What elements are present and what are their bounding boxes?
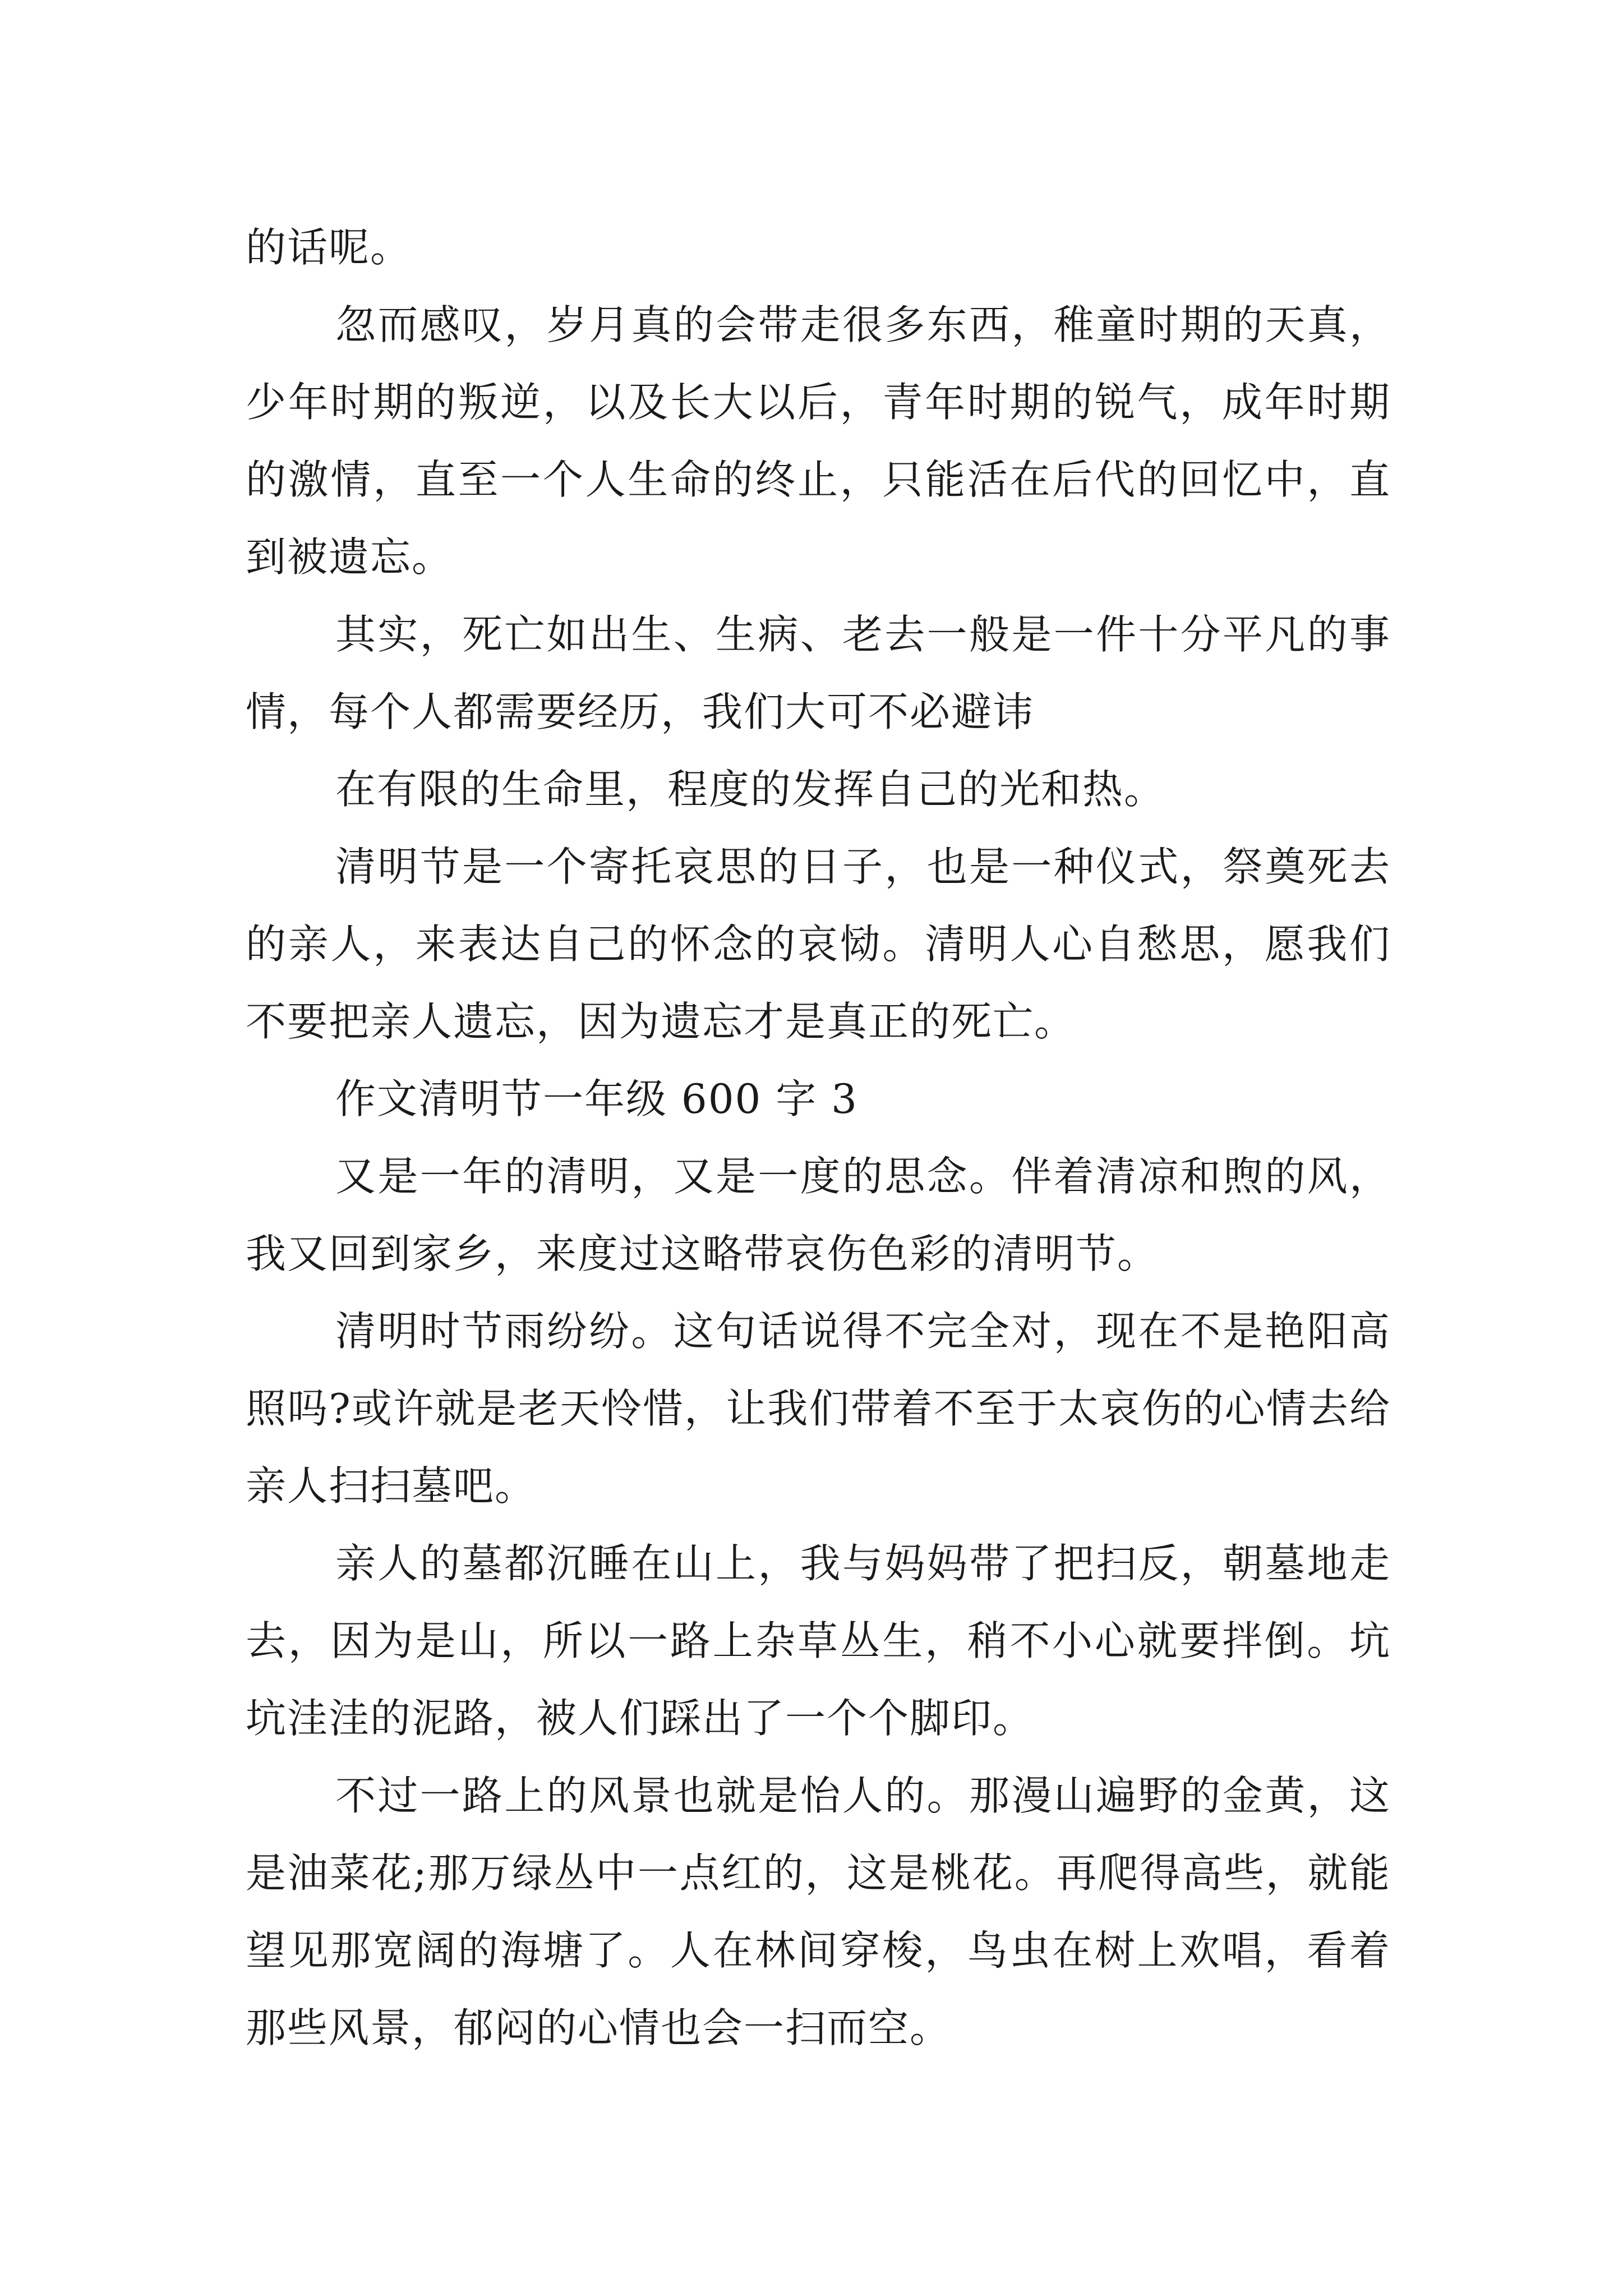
section-heading: 作文清明节一年级 600 字 3 bbox=[335, 1075, 858, 1122]
paragraph-10: 不过一路上的风景也就是怡人的。那漫山遍野的金黄，这是油菜花;那万绿丛中一点红的，这是桃花。再爬得高些，就能望见那宽阔的海塘了。人在林间穿梭，鸟虫在树上欢唱，看着那些风景，郁闷的心情也会一扫而空。 bbox=[246, 1772, 1391, 2051]
paragraph-2: 忽而感叹，岁月真的会带走很多东西，稚童时期的天真，少年时期的叛逆，以及长大以后，青年时期的锐气，成年时期的激情，直至一个人生命的终止，只能活在后代的回忆中，直到被遗忘。 bbox=[246, 301, 1391, 581]
paragraph-5: 清明节是一个寄托哀思的日子，也是一种仪式，祭奠死去的亲人，来表达自己的怀念的哀恸。清明人心自愁思，愿我们不要把亲人遗忘，因为遗忘才是真正的死亡。 bbox=[246, 843, 1391, 1045]
paragraph-1: 的话呢。 bbox=[246, 224, 412, 271]
paragraph-3: 其实，死亡如出生、生病、老去一般是一件十分平凡的事情，每个人都需要经历，我们大可不必避讳 bbox=[246, 611, 1391, 735]
document-body bbox=[246, 209, 1391, 2067]
paragraph-9: 亲人的墓都沉睡在山上，我与妈妈带了把扫反，朝墓地走去，因为是山，所以一路上杂草丛生，稍不小心就要拌倒。坑坑洼洼的泥路，被人们踩出了一个个脚印。 bbox=[246, 1540, 1391, 1742]
paragraph-4: 在有限的生命里，程度的发挥自己的光和热。 bbox=[335, 766, 1166, 813]
paragraph-8: 清明时节雨纷纷。这句话说得不完全对，现在不是艳阳高照吗?或许就是老天怜惜，让我们带着不至于太哀伤的心情去给亲人扫扫墓吧。 bbox=[246, 1308, 1391, 1510]
paragraph-7: 又是一年的清明，又是一度的思念。伴着清凉和煦的风，我又回到家乡，来度过这略带哀伤色彩的清明节。 bbox=[246, 1153, 1391, 1277]
